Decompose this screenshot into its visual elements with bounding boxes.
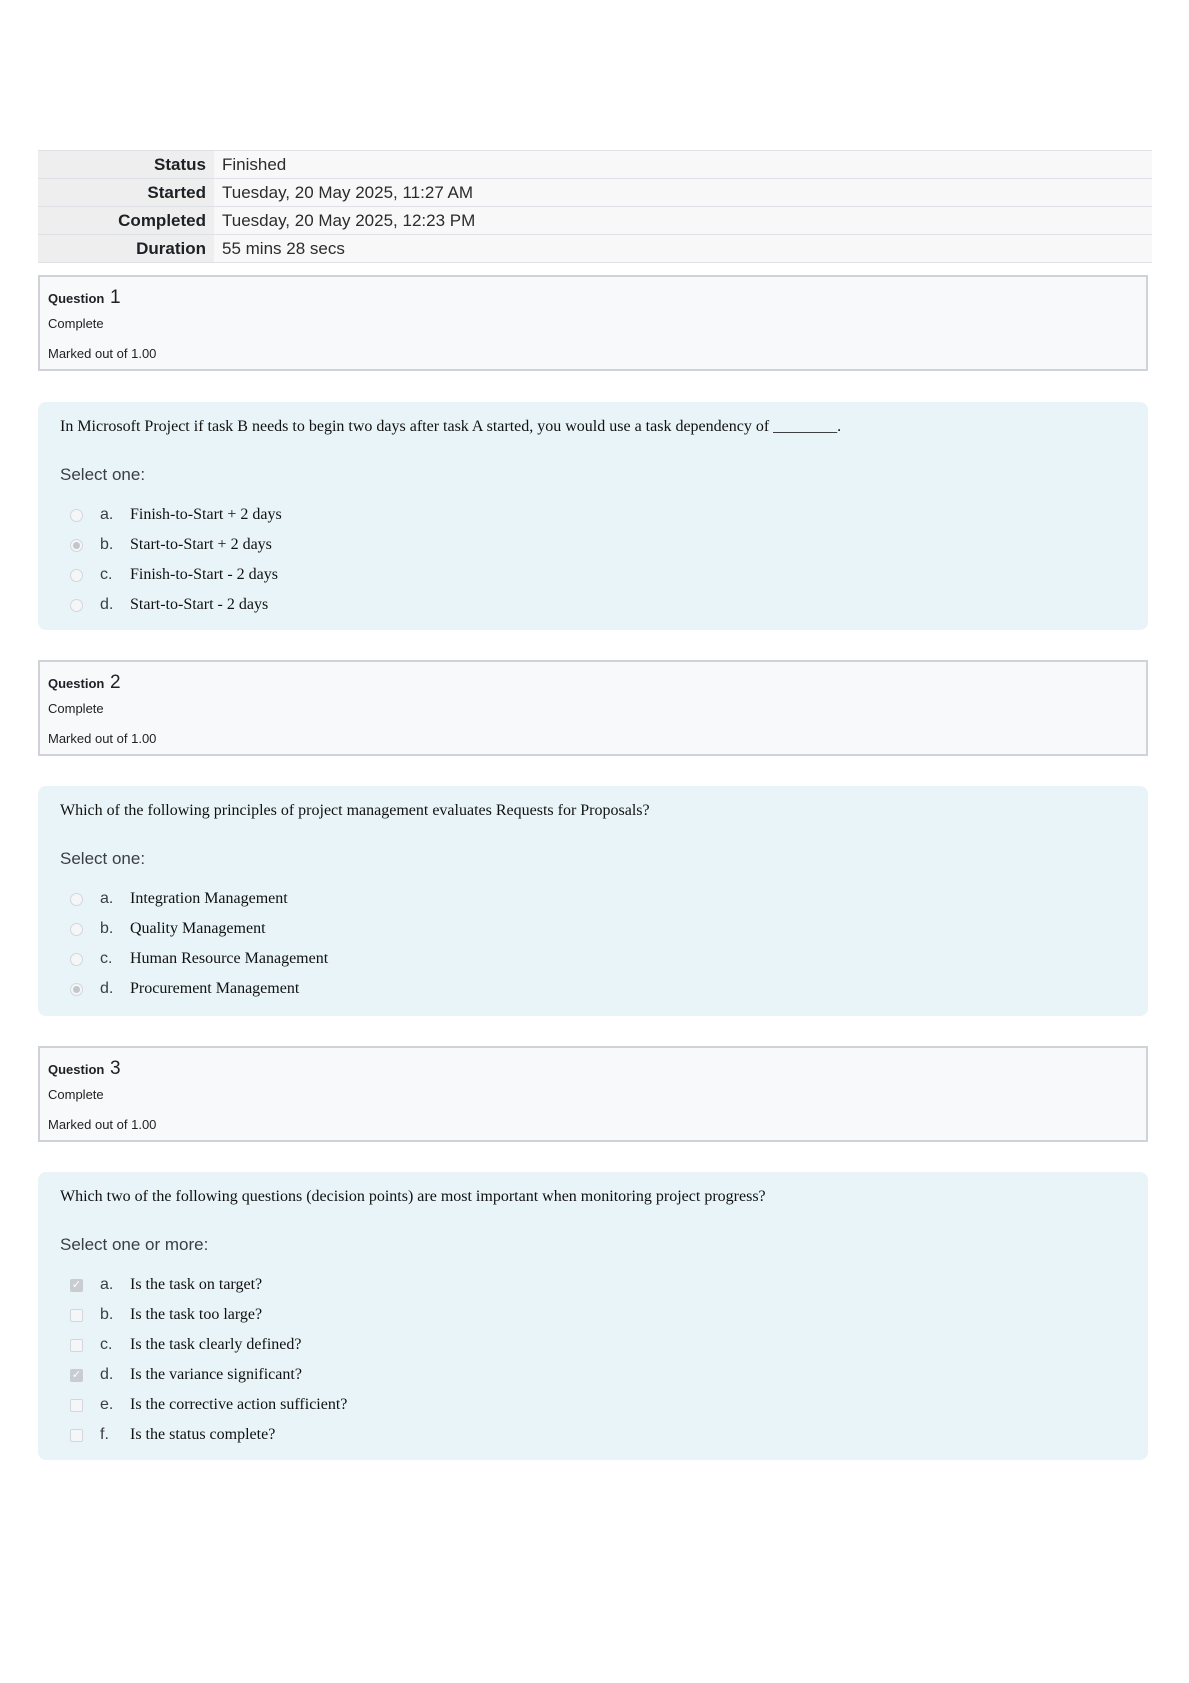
answer-list — [70, 884, 328, 1004]
answer-option[interactable] — [70, 1420, 347, 1450]
question-grade: Marked out of 1.00 — [48, 346, 157, 361]
answer-prompt: Select one: — [60, 849, 146, 868]
answer-radio[interactable] — [70, 539, 83, 552]
answer-text: Integration Management — [130, 890, 288, 907]
answer-text: Start-to-Start + 2 days — [130, 536, 272, 553]
answer-text: Is the task too large? — [130, 1306, 263, 1323]
started-value: Tuesday, 20 May 2025, 11:27 AM — [214, 179, 1152, 207]
answer-radio[interactable] — [70, 983, 83, 996]
answer-text: Is the status complete? — [130, 1426, 276, 1443]
question-2-info — [38, 660, 1148, 756]
answer-letter: d. — [100, 980, 114, 997]
answer-radio[interactable] — [70, 893, 83, 906]
answer-letter: a. — [100, 1276, 114, 1293]
completed-label: Completed — [38, 207, 214, 235]
question-label: Question — [48, 676, 105, 691]
answer-prompt: Select one: — [60, 465, 146, 484]
answer-checkbox[interactable] — [70, 1429, 83, 1442]
question-state: Complete — [48, 1087, 104, 1102]
summary-row-duration — [38, 235, 1152, 263]
summary-row-status — [38, 151, 1152, 179]
answer-letter: e. — [100, 1396, 114, 1413]
answer-letter: a. — [100, 890, 114, 907]
answer-option[interactable] — [70, 1270, 347, 1300]
question-number — [48, 1058, 121, 1080]
answer-letter: a. — [100, 506, 114, 523]
question-text: Which two of the following questions (decision points) are most important when monitoring project progress? — [60, 1188, 766, 1205]
question-3-content — [38, 1172, 1148, 1460]
question-grade: Marked out of 1.00 — [48, 731, 157, 746]
answer-letter: b. — [100, 920, 114, 937]
answer-checkbox[interactable]: ✓ — [71, 1368, 82, 1381]
question-number-value: 2 — [109, 672, 121, 693]
question-text: In Microsoft Project if task B needs to begin two days after task A started, you would use a task dependency of ________. — [60, 418, 842, 435]
question-label: Question — [48, 1062, 105, 1077]
answer-radio[interactable] — [70, 923, 83, 936]
question-number — [48, 672, 121, 694]
answer-checkbox[interactable]: ✓ — [71, 1278, 82, 1291]
status-label: Status — [38, 151, 214, 179]
duration-value: 55 mins 28 secs — [214, 235, 1152, 263]
answer-letter: c. — [100, 1336, 113, 1353]
answer-checkbox[interactable] — [70, 1339, 83, 1352]
duration-label: Duration — [38, 235, 214, 263]
answer-radio[interactable] — [70, 509, 83, 522]
answer-text: Finish-to-Start + 2 days — [130, 506, 282, 523]
answer-option[interactable] — [70, 1360, 347, 1390]
status-value: Finished — [214, 151, 1152, 179]
question-label: Question — [48, 291, 105, 306]
question-state: Complete — [48, 701, 104, 716]
question-number-value: 1 — [109, 287, 121, 308]
answer-option[interactable] — [70, 1300, 347, 1330]
answer-letter: c. — [100, 566, 113, 583]
question-1-content — [38, 402, 1148, 630]
question-1-info — [38, 275, 1148, 371]
question-2-content — [38, 786, 1148, 1016]
completed-value: Tuesday, 20 May 2025, 12:23 PM — [214, 207, 1152, 235]
answer-text: Quality Management — [130, 920, 266, 937]
answer-text: Start-to-Start - 2 days — [130, 596, 269, 613]
question-number-value: 3 — [109, 1058, 121, 1079]
answer-text: Human Resource Management — [130, 950, 329, 967]
answer-list — [70, 500, 282, 620]
question-text: Which of the following principles of project management evaluates Requests for Proposals? — [60, 802, 650, 819]
answer-option[interactable] — [70, 914, 328, 944]
answer-list — [70, 1270, 347, 1450]
answer-letter: d. — [100, 1366, 114, 1383]
answer-option[interactable] — [70, 974, 328, 1004]
answer-text: Procurement Management — [130, 980, 300, 997]
answer-text: Is the corrective action sufficient? — [130, 1396, 348, 1413]
started-label: Started — [38, 179, 214, 207]
answer-radio[interactable] — [70, 953, 83, 966]
answer-text: Is the variance significant? — [130, 1366, 302, 1383]
answer-radio[interactable] — [70, 569, 83, 582]
answer-option[interactable] — [70, 1330, 347, 1360]
answer-option[interactable] — [70, 530, 282, 560]
answer-option[interactable] — [70, 884, 328, 914]
quiz-summary-table — [38, 150, 1152, 263]
question-3-info — [38, 1046, 1148, 1142]
summary-row-completed — [38, 207, 1152, 235]
answer-prompt: Select one or more: — [60, 1235, 209, 1254]
answer-text: Is the task clearly defined? — [130, 1336, 302, 1353]
answer-option[interactable] — [70, 1390, 347, 1420]
answer-option[interactable] — [70, 944, 328, 974]
answer-letter: b. — [100, 536, 114, 553]
answer-text: Finish-to-Start - 2 days — [130, 566, 278, 583]
answer-letter: b. — [100, 1306, 114, 1323]
answer-letter: c. — [100, 950, 113, 967]
answer-letter: d. — [100, 596, 114, 613]
answer-radio[interactable] — [70, 599, 83, 612]
answer-option[interactable] — [70, 590, 282, 620]
answer-checkbox[interactable] — [70, 1309, 83, 1322]
question-grade: Marked out of 1.00 — [48, 1117, 157, 1132]
answer-letter: f. — [100, 1426, 109, 1443]
question-state: Complete — [48, 316, 104, 331]
answer-text: Is the task on target? — [130, 1276, 263, 1293]
answer-checkbox[interactable] — [70, 1399, 83, 1412]
question-number — [48, 287, 121, 309]
answer-option[interactable] — [70, 500, 282, 530]
answer-option[interactable] — [70, 560, 282, 590]
summary-row-started — [38, 179, 1152, 207]
